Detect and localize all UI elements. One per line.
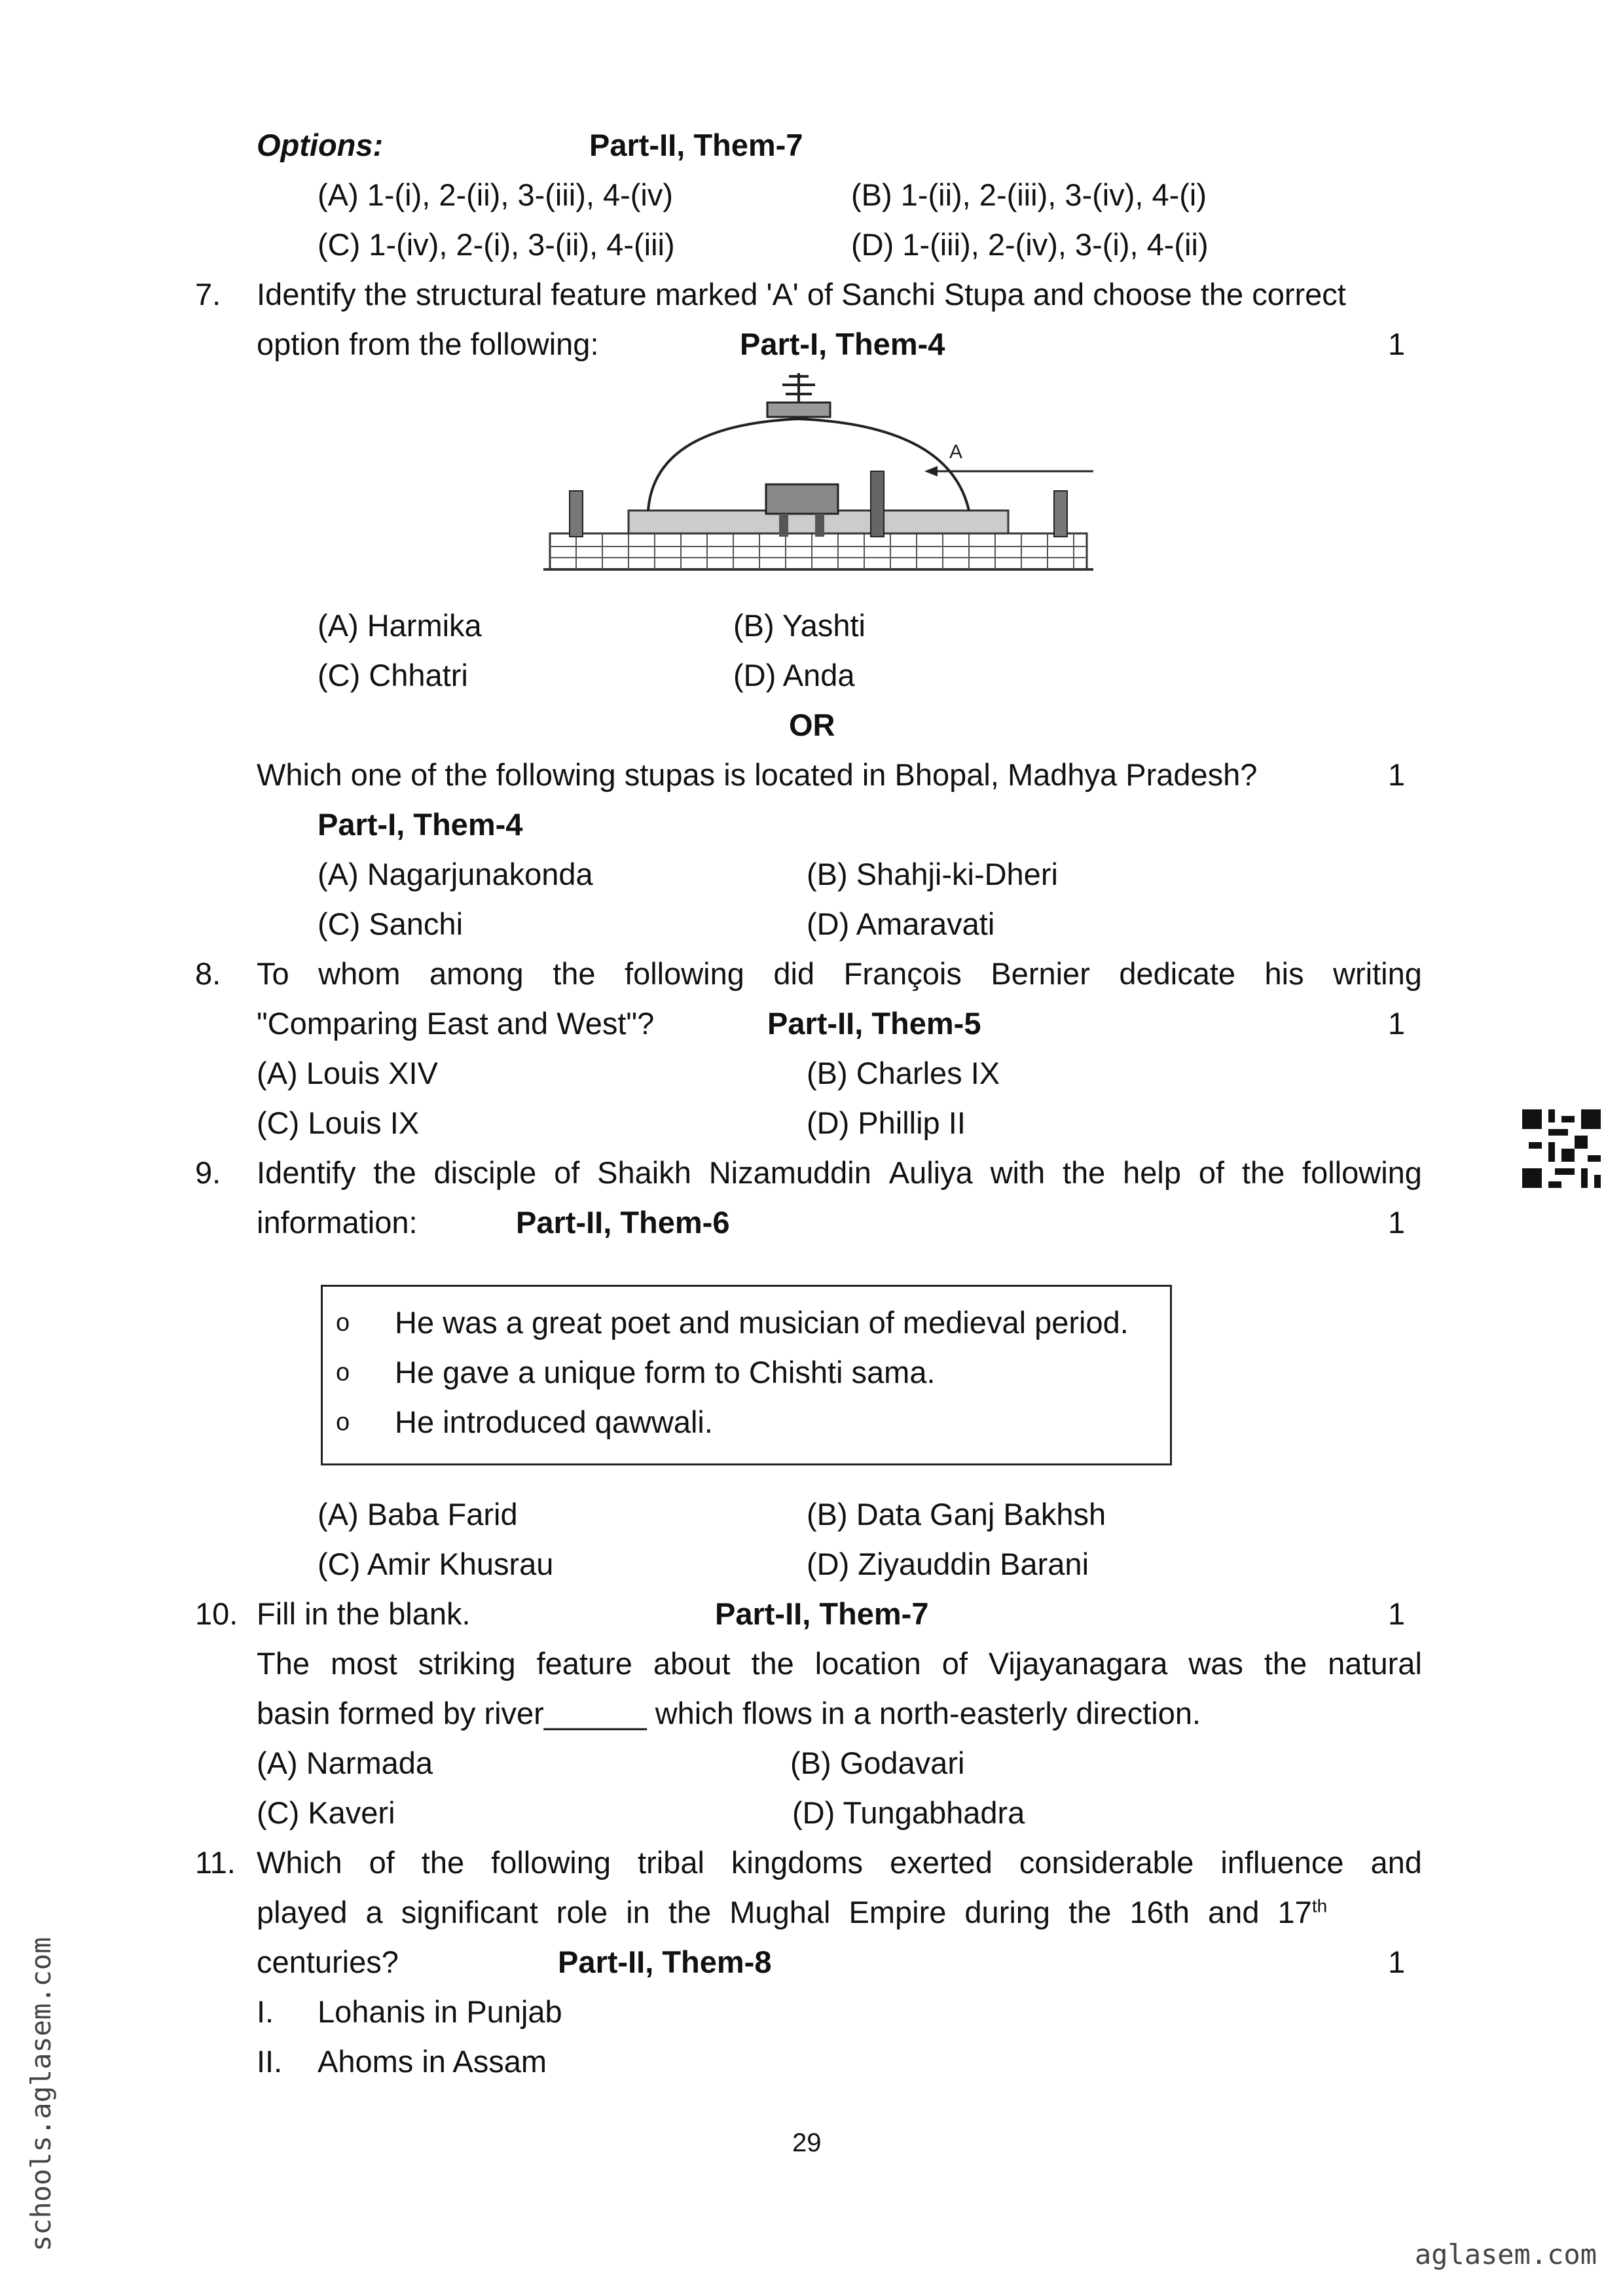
word: did [773,956,815,991]
word: his [1264,956,1304,991]
part-tag: Part-II, Them-8 [558,1945,772,1979]
word: the [553,956,596,991]
word: and [1370,1845,1422,1880]
marks: 1 [1388,1006,1406,1041]
marks: 1 [1388,757,1406,792]
watermark-side: schools.aglasem.com [25,1937,57,2251]
word: of [554,1155,580,1190]
option-c: (C) Chhatri [318,658,468,692]
marks: 1 [1388,1945,1406,1979]
option-d: (D) Anda [733,658,855,692]
question-number: 7. [195,277,221,312]
marks: 1 [1388,1205,1406,1240]
option-c: (C) Louis IX [257,1105,420,1140]
word: the [1241,1155,1285,1190]
question-text: Identify the structural feature marked 'A' of Sanchi Stupa and choose the correct [257,277,1346,312]
question-text-cont [257,1888,1327,1937]
option-d: (D) Amaravati [807,906,995,941]
part-tag: Part-II, Them-7 [589,128,803,162]
option-a: (A) Harmika [318,608,482,643]
word: whom [318,956,401,991]
question-text [257,1838,1422,1888]
word: of [941,1646,968,1681]
line-text: played a significant role in the Mughal Empire during the 16th and 17 [257,1895,1312,1929]
question-text-cont: information: [257,1205,418,1240]
option-c: (C) Amir Khusrau [318,1547,554,1581]
question-text: Which one of the following stupas is located in Bhopal, Madhya Pradesh? [257,757,1258,792]
part-tag: Part-I, Them-4 [318,807,523,842]
option-a: (A) Narmada [257,1746,433,1780]
options-label: Options: [257,128,384,162]
option-b: (B) Shahji-ki-Dheri [807,857,1058,891]
part-tag: Part-II, Them-6 [516,1205,730,1240]
question-number: 10. [195,1596,238,1631]
word: exerted [890,1845,993,1880]
word: about [653,1646,731,1681]
word: following [1302,1155,1422,1190]
question-text-cont: option from the following: [257,327,599,361]
option-d: (D) Ziyauddin Barani [807,1547,1089,1581]
qr-code-icon [1522,1109,1601,1188]
clue-box [321,1285,1172,1465]
word: Vijayanagara [988,1646,1168,1681]
list-item: Lohanis in Punjab [318,1994,562,2029]
option-a: (A) Louis XIV [257,1056,438,1090]
option-b: (B) Data Ganj Bakhsh [807,1497,1106,1532]
question-text: Fill in the blank. [257,1596,471,1631]
clue-item: He gave a unique form to Chishti sama. [395,1355,936,1390]
figure-label-a: A [949,441,963,463]
bullet-icon: o [336,1408,350,1436]
marks: 1 [1388,327,1406,361]
option-c: (C) Kaveri [257,1795,395,1830]
word: The [257,1646,310,1681]
option-d: (D) Tungabhadra [792,1795,1025,1830]
option-b: (B) Godavari [790,1746,965,1780]
part-tag: Part-I, Them-4 [740,327,945,361]
word: feature [536,1646,632,1681]
word: disciple [433,1155,537,1190]
question-number: 8. [195,956,221,991]
question-text [257,1148,1422,1198]
word: the [421,1845,465,1880]
word: writing [1333,956,1422,991]
option-d: (D) Phillip II [807,1105,966,1140]
word: most [330,1646,397,1681]
or-divider: OR [789,708,835,742]
word: To [257,956,289,991]
word: Identify [257,1155,356,1190]
word: of [369,1845,395,1880]
option-b: (B) Charles IX [807,1056,1000,1090]
option-c: (C) 1-(iv), 2-(i), 3-(ii), 4-(iii) [318,227,675,262]
list-item: Ahoms in Assam [318,2044,547,2079]
list-item-number: I. [257,1994,274,2029]
question-text [257,949,1422,999]
word: influence [1220,1845,1344,1880]
part-tag: Part-II, Them-5 [767,1006,981,1041]
marks: 1 [1388,1596,1406,1631]
watermark-bottom: aglasem.com [1414,2238,1597,2270]
word: the [373,1155,416,1190]
option-a: (A) 1-(i), 2-(ii), 3-(iii), 4-(iv) [318,177,674,212]
word: was [1188,1646,1243,1681]
word: help [1123,1155,1182,1190]
word: François [843,956,962,991]
word: striking [418,1646,516,1681]
question-text-cont: centuries? [257,1945,399,1979]
part-tag: Part-II, Them-7 [715,1596,929,1631]
word: following [625,956,744,991]
word: Shaikh [597,1155,691,1190]
option-a: (A) Nagarjunakonda [318,857,593,891]
question-text-cont: basin formed by river______ which flows in a north-easterly direction. [257,1696,1201,1731]
word: among [429,956,524,991]
option-b: (B) 1-(ii), 2-(iii), 3-(iv), 4-(i) [851,177,1207,212]
word: Which [257,1845,342,1880]
option-b: (B) Yashti [733,608,866,643]
question-text-cont: "Comparing East and West"? [257,1006,655,1041]
clue-item: He introduced qawwali. [395,1405,713,1439]
word: the [751,1646,794,1681]
page-number: 29 [792,2128,822,2157]
option-c: (C) Sanchi [318,906,464,941]
clue-item: He was a great poet and musician of medieval period. [395,1305,1129,1340]
word: the [1062,1155,1106,1190]
word: natural [1328,1646,1422,1681]
list-item-number: II. [257,2044,283,2079]
word: Bernier [991,956,1090,991]
word: considerable [1019,1845,1194,1880]
word: the [1264,1646,1307,1681]
word: kingdoms [731,1845,864,1880]
word: of [1198,1155,1225,1190]
question-number: 11. [195,1845,236,1880]
bullet-icon: o [336,1309,350,1336]
sanchi-stupa-figure [537,367,1100,583]
question-number: 9. [195,1155,221,1190]
bullet-icon: o [336,1359,350,1386]
superscript: th [1311,1895,1328,1916]
word: tribal [638,1845,704,1880]
word: dedicate [1119,956,1236,991]
option-d: (D) 1-(iii), 2-(iv), 3-(i), 4-(ii) [851,227,1209,262]
word: Nizamuddin [708,1155,871,1190]
word: following [491,1845,611,1880]
word: Auliya [888,1155,973,1190]
word: with [990,1155,1046,1190]
option-a: (A) Baba Farid [318,1497,518,1532]
question-text-cont [257,1639,1422,1689]
word: location [814,1646,921,1681]
